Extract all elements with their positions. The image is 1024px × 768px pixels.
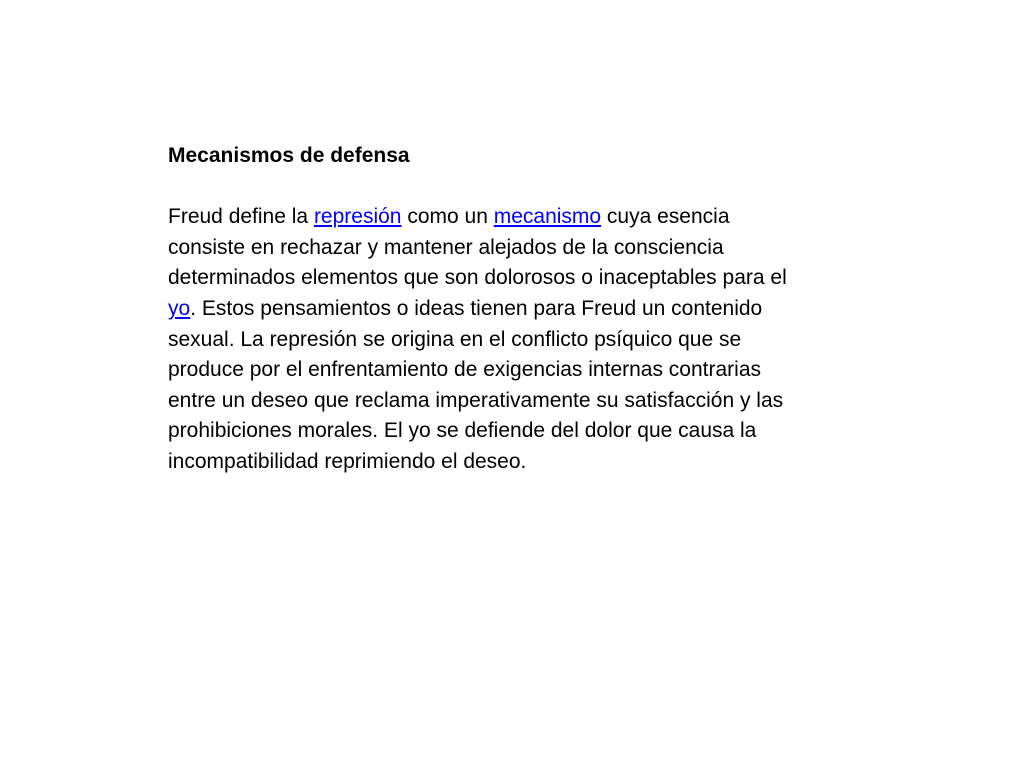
slide-title: Mecanismos de defensa: [168, 144, 410, 167]
paragraph-line-8: prohibiciones morales. El yo se defiende del dolor que causa la: [168, 419, 757, 443]
paragraph-line-7: entre un deseo que reclama imperativamente su satisfacción y las: [168, 388, 784, 412]
paragraph-line-4: [168, 294, 888, 325]
link-mecanismo[interactable]: mecanismo: [493, 205, 602, 229]
link-represion[interactable]: represión: [313, 205, 402, 229]
link-yo[interactable]: yo: [168, 296, 191, 320]
text-segment: Freud define la: [168, 205, 314, 229]
body-paragraph: [168, 202, 888, 477]
text-box: [168, 141, 888, 478]
paragraph-line-5: sexual. La represión se origina en el conflicto psíquico que se: [168, 327, 742, 351]
paragraph-line-3: determinados elementos que son dolorosos o inaceptables para el: [168, 266, 787, 290]
paragraph-line-1: [168, 202, 888, 233]
blank-line: [168, 172, 888, 203]
paragraph-line-9: incompatibilidad reprimiendo el deseo.: [168, 449, 527, 473]
text-segment: . Estos pensamientos o ideas tienen para Freud un contenido: [190, 296, 763, 320]
paragraph-line-6: produce por el enfrentamiento de exigencias internas contrarias: [168, 358, 762, 382]
paragraph-line-2: consiste en rechazar y mantener alejados de la consciencia: [168, 235, 724, 259]
text-segment: como un: [401, 205, 494, 229]
text-segment: cuya esencia: [601, 205, 730, 229]
